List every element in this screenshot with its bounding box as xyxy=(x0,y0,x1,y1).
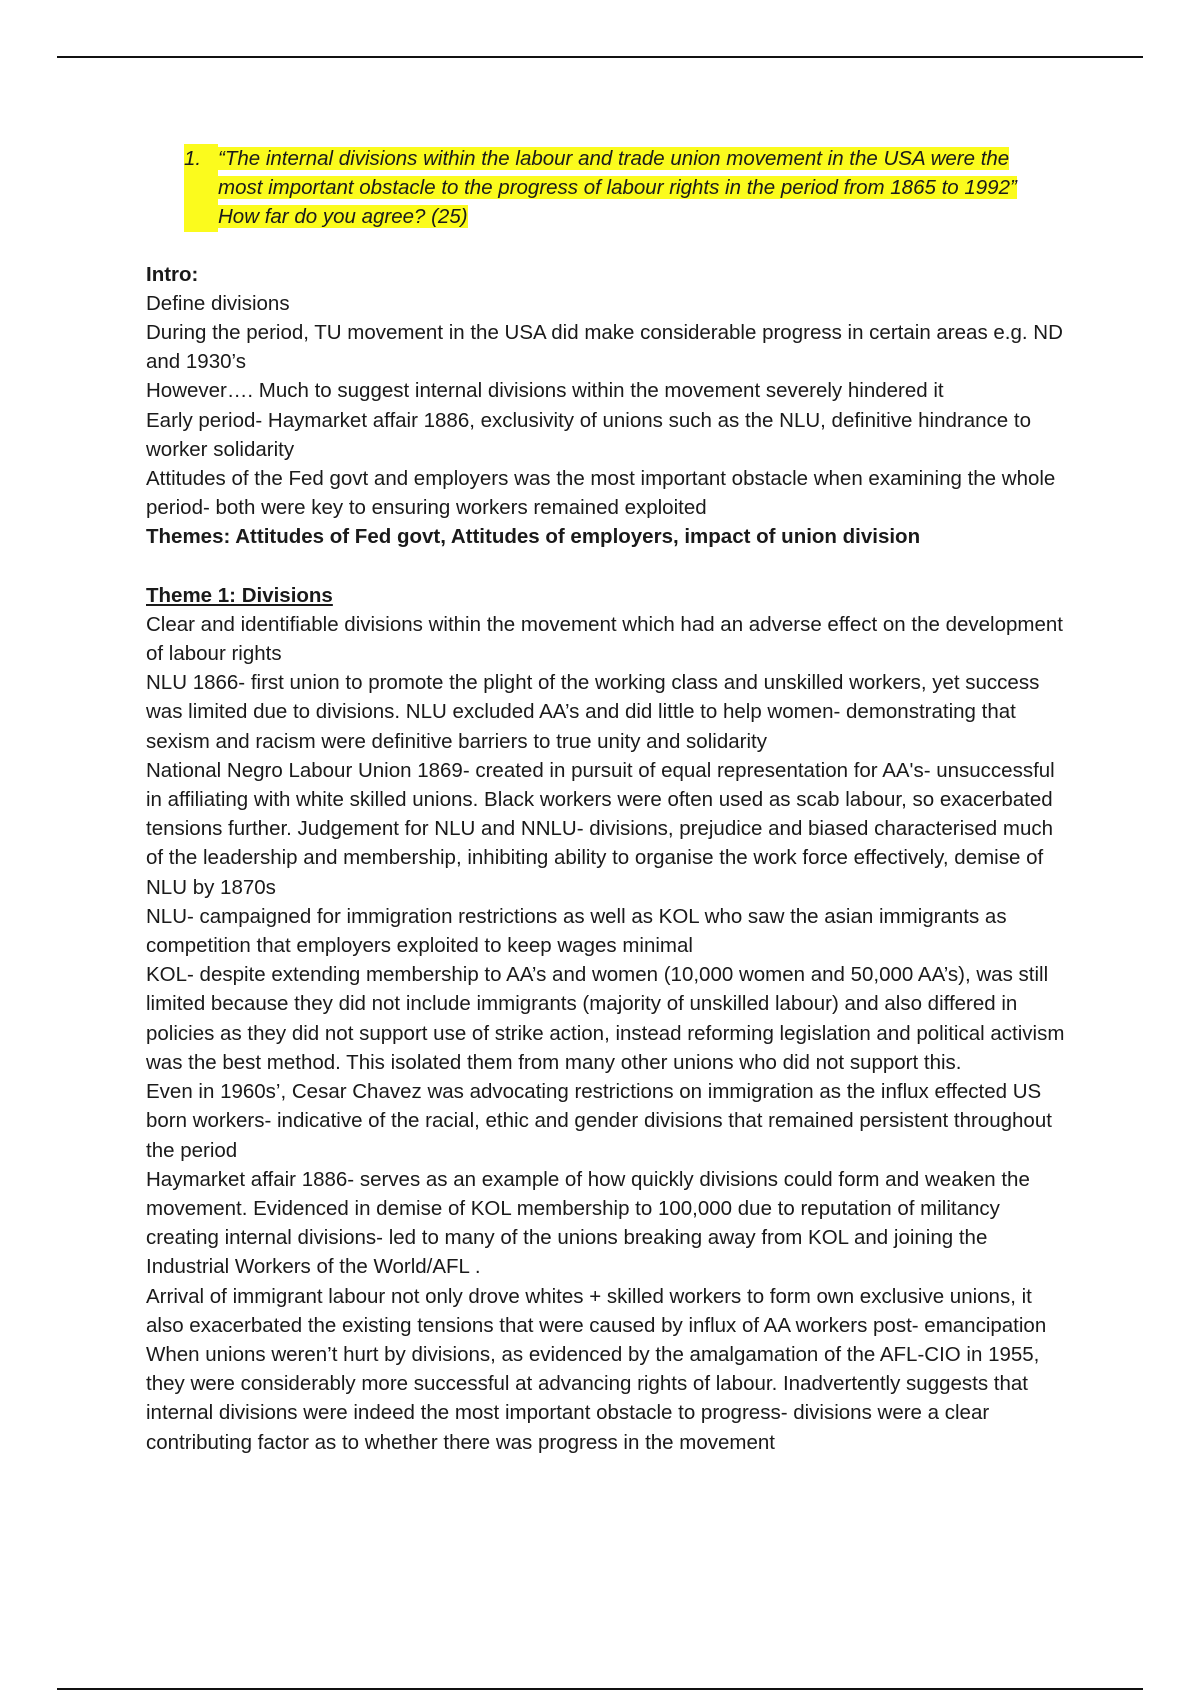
intro-line: Early period- Haymarket affair 1886, exclusivity of unions such as the NLU, definitive hindrance to worker solidarity xyxy=(146,408,1031,461)
intro-line: However…. Much to suggest internal divisions within the movement severely hindered it xyxy=(146,379,944,403)
question-text: “The internal divisions within the labour and trade union movement in the USA were the most important obstacle to the progress of labour rights in the period from 1865 to 1992” How far do you agree? (25) xyxy=(218,147,1017,229)
question-number: 1. xyxy=(184,144,218,232)
document-body xyxy=(146,144,1066,1457)
theme1-paragraph: Haymarket affair 1886- serves as an example of how quickly divisions could form and weaken the movement. Evidenced in demise of KOL membership to 100,000 due to reputation of militancy creating internal divisions- led to many of the unions breaking away from KOL and joining the Industrial Workers of the World/AFL . xyxy=(146,1167,1030,1279)
theme1-paragraph: Arrival of immigrant labour not only drove whites + skilled workers to form own exclusive unions, it also exacerbated the existing tensions that were caused by influx of AA workers post- emancipation xyxy=(146,1284,1047,1337)
intro-heading: Intro: xyxy=(146,262,199,286)
theme1-paragraph: NLU- campaigned for immigration restrictions as well as KOL who saw the asian immigrants as competition that employers exploited to keep wages minimal xyxy=(146,904,1007,958)
theme1-paragraph: KOL- despite extending membership to AA’s and women (10,000 women and 50,000 AA’s), was still limited because they did not include immigrants (majority of unskilled labour) and also differed in policies as they did not support use of strike action, instead reforming legislation and political activism was the best method. This isolated them from many other unions who did not support this. xyxy=(146,963,1065,1074)
top-rule xyxy=(57,56,1143,58)
theme1-paragraph: Clear and identifiable divisions within the movement which had an adverse effect on the development of labour rights xyxy=(146,612,1063,666)
bottom-rule xyxy=(57,1688,1143,1690)
intro-line: During the period, TU movement in the USA did make considerable progress in certain areas e.g. ND and 1930’s xyxy=(146,321,1063,374)
intro-line: Attitudes of the Fed govt and employers was the most important obstacle when examining the whole period- both were key to ensuring workers remained exploited xyxy=(146,467,1056,520)
theme1-paragraph: Even in 1960s’, Cesar Chavez was advocating restrictions on immigration as the influx effected US born workers- indicative of the racial, ethic and gender divisions that remained persistent throughout the period xyxy=(146,1080,1052,1162)
theme1-paragraph: National Negro Labour Union 1869- created in pursuit of equal representation for AA's- unsuccessful in affiliating with white skilled unions. Black workers were often used as scab labour, so exacerbated tensions further. Judgement for NLU and NNLU- divisions, prejudice and biased characterised much of the leadership and membership, inhibiting ability to organise the work force effectively, demise of NLU by 1870s xyxy=(146,758,1055,899)
theme1-heading: Theme 1: Divisions xyxy=(146,583,333,607)
intro-themes: Themes: Attitudes of Fed govt, Attitudes of employers, impact of union division xyxy=(146,525,921,549)
theme1-paragraph: NLU 1866- first union to promote the plight of the working class and unskilled workers, yet success was limited due to divisions. NLU excluded AA’s and did little to help women- demonstrating that sexism and racism were definitive barriers to true unity and solidarity xyxy=(146,671,1040,753)
intro-line: Define divisions xyxy=(146,291,290,315)
question-text-wrap xyxy=(218,144,1058,232)
theme1-paragraph: When unions weren’t hurt by divisions, as evidenced by the amalgamation of the AFL-CIO in 1955, they were considerably more successful at advancing rights of labour. Inadvertently suggests that internal divisions were indeed the most important obstacle to progress- divisions were a clear contributing factor as to whether there was progress in the movement xyxy=(146,1342,1040,1454)
essay-question xyxy=(184,144,1066,232)
